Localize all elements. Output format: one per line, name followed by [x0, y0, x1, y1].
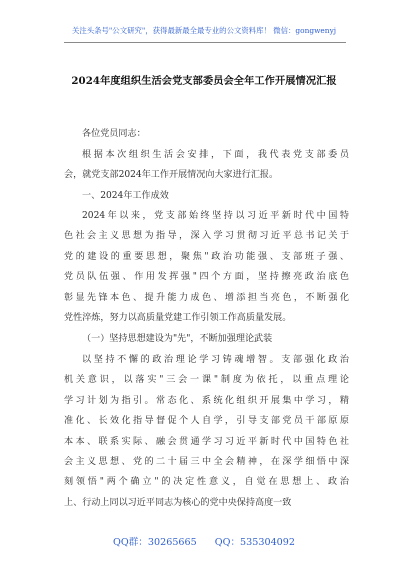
intro-paragraph: [64, 145, 349, 186]
paragraph-line: 机关意识，以落实"三会一课"制度为依托，以重点理论: [64, 375, 349, 386]
footer-qq-group: QQ群：30265665: [112, 537, 197, 548]
paragraph-line: 彰显先锋本色、提升能力成色、增添担当亮色，不断强化: [64, 292, 349, 303]
paragraph-line: 党性淬炼，努力以高质量党建工作引领工作高质量发展。: [64, 313, 292, 324]
document-title: 2024年度组织生活会党支部委员会全年工作开展情况汇报: [71, 75, 337, 87]
intro-line: 根据本次组织生活会安排，下面，我代表党支部委员: [82, 150, 349, 160]
section-heading: [64, 186, 349, 206]
salutation: [64, 124, 349, 144]
paragraph-line: 本本、联系实际、融会贯通学习习近平新时代中国特色社: [64, 436, 349, 447]
main-paragraph: [64, 206, 349, 328]
header-divider: [64, 42, 346, 43]
footer-contact: [0, 536, 408, 549]
salutation-text: 各位党员同志：: [82, 129, 146, 139]
paragraph-line: 党的建设的重要思想，聚焦"政治功能强、支部班子强、: [64, 251, 349, 262]
paragraph-line: 会主义思想、党的二十届三中全会精神，在深学细悟中深: [64, 457, 349, 468]
paragraph-line: 上、行动上同以习近平同志为核心的党中央保持高度一致: [64, 497, 292, 508]
footer-qq: QQ：535304092: [214, 537, 295, 548]
header-banner: 关注头条号"公文研究"，获得最新最全最专业的公文资料库！ 微信：gongwenyj: [71, 26, 337, 35]
paragraph-line: 准化、长效化指导督促个人自学，引导支部党员干部原原: [64, 416, 349, 427]
paragraph-line: 党员队伍强、作用发挥强"四个方面，坚持擦亮政治底色: [64, 272, 349, 283]
paragraph-line: 刻领悟"两个确立"的决定性意义，自觉在思想上、政治: [64, 477, 349, 488]
subsection-heading: [64, 329, 349, 349]
section-heading-text: 一、2024年工作成效: [82, 191, 169, 201]
paragraph-line: 以坚持不懈的政治理论学习铸魂增智。支部强化政治: [82, 355, 349, 365]
paragraph-line: 2024年以来，党支部始终坚持以习近平新时代中国特: [82, 211, 349, 221]
paragraph-line: 色社会主义思想为指导，深入学习贯彻习近平总书记关于: [64, 231, 349, 242]
subsection-heading-text: （一）坚持思想建设为"先"，不断加强理论武装: [82, 334, 273, 344]
subsection-paragraph: [64, 350, 349, 513]
intro-line: 会，就党支部2024年工作开展情况向大家进行汇报。: [64, 170, 279, 181]
paragraph-line: 学习计划为指引。常态化、系统化组织开展集中学习，精: [64, 395, 349, 406]
